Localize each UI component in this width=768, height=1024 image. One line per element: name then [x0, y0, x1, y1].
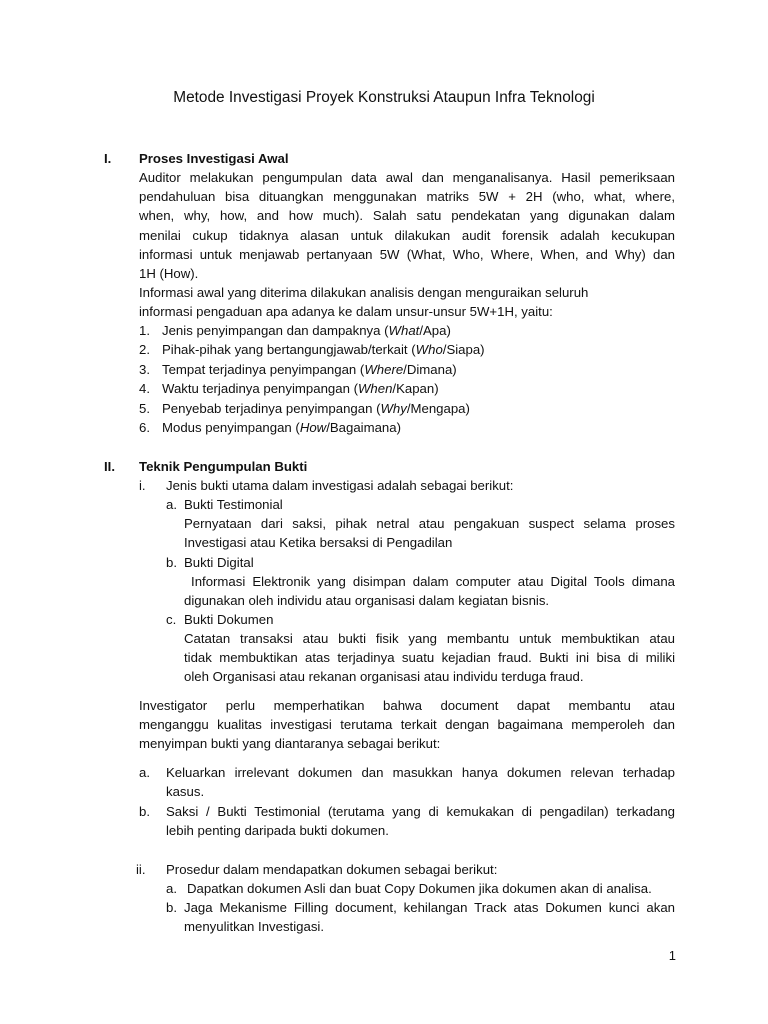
- text-line: Investigasi atau Ketika bersaksi di Pengadilan: [184, 535, 453, 551]
- evidence-b-description: [184, 572, 675, 610]
- section-1-numeral: I.: [104, 151, 112, 166]
- evidence-c-title: Bukti Dokumen: [184, 612, 274, 627]
- text-line: menyulitkan Investigasi.: [184, 919, 325, 935]
- procedure-b-letter: b.: [166, 900, 177, 915]
- page-number: 1: [668, 948, 676, 963]
- evidence-c-letter: c.: [166, 612, 177, 627]
- list-item: 5. Penyebab terjadinya penyimpangan (Why/Mengapa): [139, 400, 470, 416]
- text-line: Pernyataan dari saksi, pihak netral atau pengakuan suspect selama proses: [184, 516, 675, 531]
- sub-i-numeral: i.: [139, 478, 146, 493]
- evidence-a-title: Bukti Testimonial: [184, 497, 283, 512]
- text-line: Saksi / Bukti Testimonial (terutama yang di kemukakan di pengadilan) terkadang: [166, 804, 675, 819]
- list-item: 1. Jenis penyimpangan dan dampaknya (What/Apa): [139, 323, 451, 338]
- section-2-heading: Teknik Pengumpulan Bukti: [139, 459, 308, 474]
- sub-i-text: Jenis bukti utama dalam investigasi adalah sebagai berikut:: [166, 478, 514, 493]
- text-line: Keluarkan irrelevant dokumen dan masukkan hanya dokumen relevan terhadap: [166, 765, 675, 780]
- sub-ii-text: Prosedur dalam mendapatkan dokumen sebagai berikut:: [166, 862, 498, 877]
- section-1-paragraph-1: [139, 168, 675, 283]
- evidence-a-letter: a.: [166, 497, 177, 512]
- text-line: Informasi awal yang diterima dilakukan analisis dengan menguraikan seluruh: [139, 285, 589, 300]
- text-line: informasi untuk menjawab pertanyaan 5W (What, Who, Where, When, and Why) dan: [139, 246, 675, 262]
- section-2-numeral: II.: [104, 459, 115, 474]
- text-line: digunakan oleh individu atau organisasi dalam kegiatan bisnis.: [184, 593, 550, 609]
- text-line: kasus.: [166, 784, 205, 800]
- text-line: Auditor melakukan pengumpulan data awal dan menganalisanya. Hasil pemeriksaan: [139, 170, 675, 185]
- note-b-text: [166, 802, 675, 840]
- text-line: Catatan transaksi atau bukti fisik yang membantu untuk membuktikan atau: [184, 631, 675, 646]
- text-line: menganggu kualitas investigasi terutama terkait dengan bagaimana memperoleh dan: [139, 717, 675, 733]
- 5w1h-list: [139, 321, 675, 437]
- note-a-text: [166, 763, 675, 801]
- note-b-letter: b.: [139, 804, 150, 819]
- page-title: Metode Investigasi Proyek Konstruksi Ataupun Infra Teknologi: [173, 89, 595, 106]
- evidence-a-description: [184, 514, 675, 552]
- text-line: Investigator perlu memperhatikan bahwa document dapat membantu atau: [139, 698, 675, 713]
- section-1-heading: Proses Investigasi Awal: [139, 151, 289, 166]
- note-a-letter: a.: [139, 765, 150, 780]
- sub-ii-numeral: ii.: [136, 862, 146, 877]
- evidence-c-description: [184, 629, 675, 687]
- list-item: 4. Waktu terjadinya penyimpangan (When/Kapan): [139, 381, 439, 397]
- text-line: oleh Organisasi atau rekanan organisasi atau individu terduga fraud.: [184, 669, 584, 685]
- text-line: when, why, how, and how much). Salah satu pendekatan yang digunakan dalam: [139, 208, 675, 224]
- evidence-b-title: Bukti Digital: [184, 555, 254, 570]
- procedure-a-text: [187, 879, 675, 898]
- list-item: 2. Pihak-pihak yang bertangungjawab/terkait (Who/Siapa): [139, 342, 485, 358]
- text-line: Jaga Mekanisme Filling document, kehilangan Track atas Dokumen kunci akan: [184, 900, 675, 915]
- procedure-b-text: [184, 898, 675, 936]
- text-line: Informasi Elektronik yang disimpan dalam computer atau Digital Tools dimana: [184, 574, 675, 589]
- text-line: 1H (How).: [139, 266, 199, 282]
- text-line: pendahuluan bisa dituangkan menggunakan matriks 5W + 2H (who, what, where,: [139, 189, 675, 205]
- investigator-paragraph: [139, 696, 675, 754]
- list-item: 3. Tempat terjadinya penyimpangan (Where/Dimana): [139, 361, 457, 377]
- evidence-b-letter: b.: [166, 555, 177, 570]
- list-item: 6. Modus penyimpangan (How/Bagaimana): [139, 419, 401, 435]
- text-line: informasi pengaduan apa adanya ke dalam unsur-unsur 5W+1H, yaitu:: [139, 304, 553, 320]
- text-line: menilai cukup tidaknya alasan untuk dilakukan audit forensik adalah kecukupan: [139, 227, 675, 243]
- text-line: lebih penting daripada bukti dokumen.: [166, 823, 389, 839]
- text-line: menyimpan bukti yang diantaranya sebagai berikut:: [139, 736, 441, 752]
- section-1-paragraph-2: [139, 283, 675, 321]
- text-line: tidak membuktikan atas terjadinya suatu kejadian fraud. Bukti ini bisa di miliki: [184, 650, 675, 666]
- procedure-a-letter: a.: [166, 881, 177, 896]
- text-line: Dapatkan dokumen Asli dan buat Copy Dokumen jika dokumen akan di analisa.: [187, 881, 652, 896]
